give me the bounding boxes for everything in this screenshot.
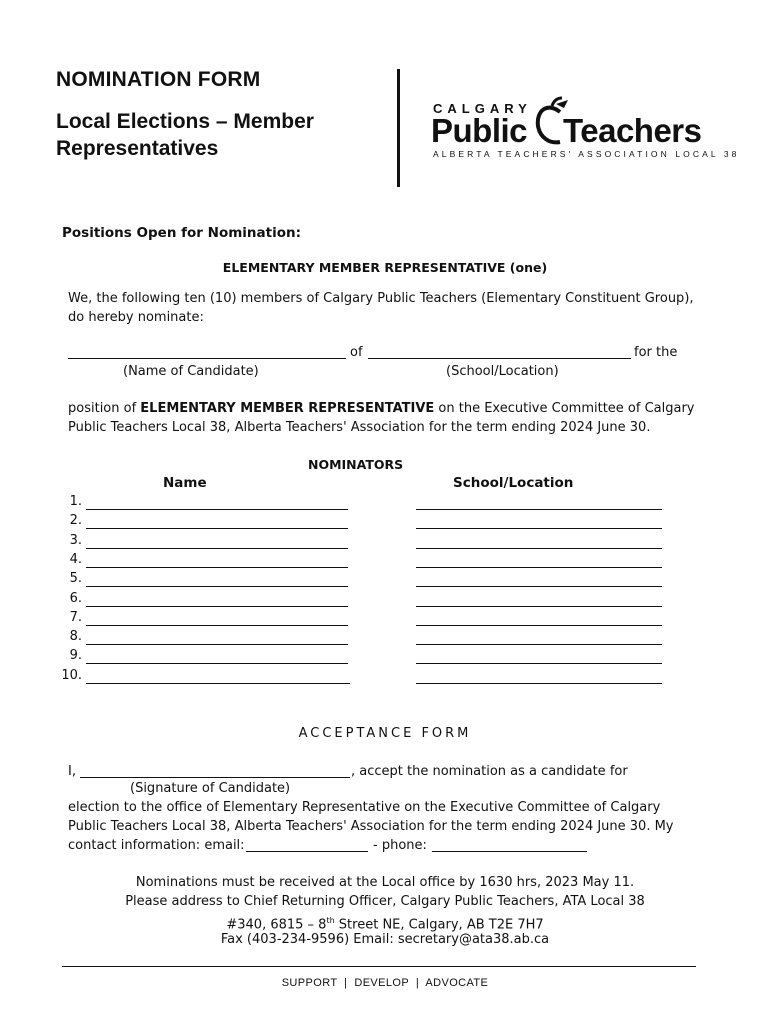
nominator-school-field[interactable] <box>416 586 662 587</box>
notice-line-2: Please address to Chief Returning Officer, Calgary Public Teachers, ATA Local 38 <box>125 894 645 909</box>
nominator-name-field[interactable] <box>86 509 348 510</box>
nominator-name-field[interactable] <box>86 683 350 684</box>
nominator-school-field[interactable] <box>416 625 662 626</box>
acceptance-accept-text: , accept the nomination as a candidate for <box>351 764 628 779</box>
notice-address-a: #340, 6815 – 8 <box>226 917 327 933</box>
position-suffix: on the Executive Committee of Calgary <box>438 401 695 416</box>
contact-email-label: contact information: email: <box>68 838 245 853</box>
nominator-row-number: 7. <box>69 609 82 625</box>
form-title: NOMINATION FORM <box>56 68 261 91</box>
nominator-row-number: 10. <box>61 667 82 683</box>
contact-phone-label: - phone: <box>373 838 427 853</box>
notice-address-sup: th <box>326 916 335 925</box>
nominator-row-number: 5. <box>69 571 82 587</box>
nominator-name-field[interactable] <box>86 644 348 645</box>
acceptance-heading: ACCEPTANCE FORM <box>298 726 472 741</box>
email-field[interactable] <box>246 851 368 852</box>
nominators-heading: NOMINATORS <box>308 457 404 472</box>
for-the-label: for the <box>634 345 678 360</box>
nominator-school-field[interactable] <box>416 509 662 510</box>
nominator-school-field[interactable] <box>416 606 662 607</box>
notice-address-b: Street NE, Calgary, AB T2E 7H7 <box>334 917 544 933</box>
nominator-name-field[interactable] <box>86 663 348 664</box>
positions-heading: Positions Open for Nomination: <box>62 225 301 241</box>
of-label: of <box>350 345 363 360</box>
nominator-name-field[interactable] <box>86 548 348 549</box>
footer-rule <box>62 966 696 967</box>
intro-line-2: do hereby nominate: <box>68 310 204 325</box>
nominator-school-field[interactable] <box>416 644 662 645</box>
nominator-name-field[interactable] <box>86 528 348 529</box>
nominators-name-header: Name <box>163 475 207 491</box>
notice-line-4: Fax (403-234-9596) Email: secretary@ata38.ab.ca <box>220 932 550 947</box>
nominator-row-number: 3. <box>69 532 82 548</box>
logo-calgary-text: CALGARY <box>433 101 532 116</box>
notice-line-1: Nominations must be received at the Local office by 1630 hrs, 2023 May 11. <box>135 875 635 890</box>
nominator-school-field[interactable] <box>416 548 662 549</box>
nominator-row-number: 1. <box>69 494 82 509</box>
position-bold: ELEMENTARY MEMBER REPRESENTATIVE <box>140 401 435 416</box>
logo-wordmark <box>431 112 702 150</box>
intro-line-1: We, the following ten (10) members of Calgary Public Teachers (Elementary Constituent Group), <box>68 291 694 306</box>
nominator-name-field[interactable] <box>86 586 348 587</box>
nominator-row-number: 6. <box>69 590 82 606</box>
nominator-row-number: 2. <box>69 513 82 529</box>
nominator-school-field[interactable] <box>416 567 662 568</box>
nominators-school-header: School/Location <box>453 475 574 491</box>
logo-subtitle: ALBERTA TEACHERS' ASSOCIATION LOCAL 38 <box>433 149 740 159</box>
candidate-name-field[interactable] <box>68 358 346 359</box>
nominator-row-number: 4. <box>69 551 82 567</box>
position-prefix: position of <box>68 401 137 416</box>
school-location-label: (School/Location) <box>446 364 559 379</box>
acceptance-line-2: Public Teachers Local 38, Alberta Teachers' Association for the term ending 2024 June 30. My <box>68 819 674 834</box>
header-divider <box>397 69 400 187</box>
nominator-name-field[interactable] <box>86 625 348 626</box>
nominator-name-field[interactable] <box>86 606 348 607</box>
phone-field[interactable] <box>432 851 587 852</box>
nominator-school-field[interactable] <box>416 683 662 684</box>
position-line-2: Public Teachers Local 38, Alberta Teachers' Association for the term ending 2024 June 30. <box>68 420 651 435</box>
signature-field[interactable] <box>80 777 350 778</box>
footer-tagline: SUPPORT | DEVELOP | ADVOCATE <box>281 977 489 989</box>
form-subtitle: Local Elections – Member Representatives <box>56 110 314 160</box>
nominator-name-field[interactable] <box>86 567 348 568</box>
acceptance-i: I, <box>68 764 76 779</box>
signature-label: (Signature of Candidate) <box>130 781 291 796</box>
logo-teachers: Teachers <box>563 112 702 149</box>
school-location-field[interactable] <box>368 358 631 359</box>
position-title: ELEMENTARY MEMBER REPRESENTATIVE (one) <box>222 260 548 275</box>
position-paragraph <box>68 399 728 418</box>
candidate-name-label: (Name of Candidate) <box>123 364 259 379</box>
nominator-row-number: 9. <box>69 648 82 664</box>
logo-public: Public <box>431 112 528 149</box>
nominator-school-field[interactable] <box>416 528 662 529</box>
acceptance-line-1: election to the office of Elementary Representative on the Executive Committee of Calgary <box>68 800 661 815</box>
nominator-school-field[interactable] <box>416 663 662 664</box>
nominator-row-number: 8. <box>69 629 82 645</box>
